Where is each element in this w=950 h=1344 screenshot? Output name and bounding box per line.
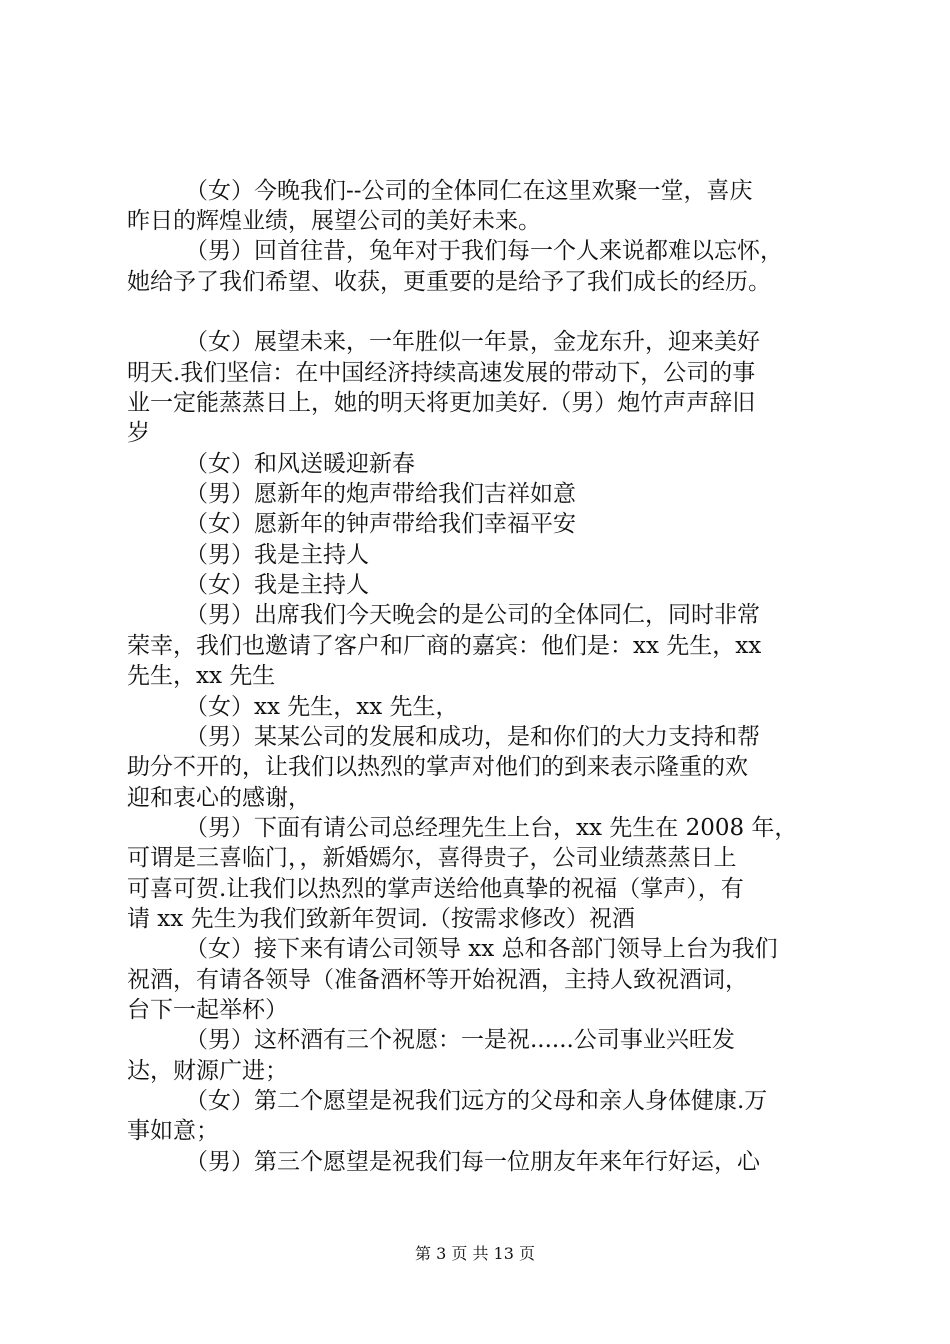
text-line: 可喜可贺.让我们以热烈的掌声送给他真挚的祝福（掌声），有 [127,876,744,902]
text-line: 事如意； [127,1118,219,1144]
text-line: 昨日的辉煌业绩，展望公司的美好未来。 [127,208,541,234]
text-line: （女）展望未来，一年胜似一年景，金龙东升，迎来美好 [185,329,760,355]
text-line: 迎和衷心的感谢， [127,785,311,811]
text-line: 达，财源广进； [127,1058,288,1084]
text-line: 明天.我们坚信：在中国经济持续高速发展的带动下，公司的事 [127,360,756,386]
text-line: 请 xx 先生为我们致新年贺词.（按需求修改）祝酒 [127,906,635,932]
text-line: （女）愿新年的钟声带给我们幸福平安 [185,511,576,537]
text-line: （男）出席我们今天晚会的是公司的全体同仁，同时非常 [185,602,760,628]
text-line: 可谓是三喜临门，，新婚嫣尔，喜得贵子，公司业绩蒸蒸日上 [127,845,737,871]
text-line: 助分不开的，让我们以热烈的掌声对他们的到来表示隆重的欢 [127,754,748,780]
text-line: 祝酒，有请各领导（准备酒杯等开始祝酒，主持人致祝酒词， [127,967,748,993]
text-line: （女）接下来有请公司领导 xx 总和各部门领导上台为我们 [185,936,778,962]
text-line: （男）我是主持人 [185,542,369,568]
text-line: （女）xx 先生，xx 先生， [185,694,459,720]
text-line: （男）回首往昔，兔年对于我们每一个人来说都难以忘怀， [185,238,783,264]
text-line: （女）和风送暖迎新春 [185,451,415,477]
text-line: （男）下面有请公司总经理先生上台，xx 先生在 2008 年， [185,815,798,841]
text-line: （女）我是主持人 [185,572,369,598]
text-line: （男）第三个愿望是祝我们每一位朋友年来年行好运，心 [185,1149,760,1175]
text-line: 业一定能蒸蒸日上，她的明天将更加美好.（男）炮竹声声辞旧 [127,390,756,416]
text-line: （女）第二个愿望是祝我们远方的父母和亲人身体健康.万 [185,1088,768,1114]
text-line: （男）这杯酒有三个祝愿：一是祝......公司事业兴旺发 [185,1027,735,1053]
text-line: 先生，xx 先生 [127,663,276,689]
text-line: 岁 [127,420,150,446]
text-line: 荣幸，我们也邀请了客户和厂商的嘉宾：他们是：xx 先生，xx [127,633,762,659]
text-line: （男）某某公司的发展和成功，是和你们的大力支持和帮 [185,724,760,750]
page-number-footer: 第 3 页 共 13 页 [415,1244,535,1263]
text-line: 她给予了我们希望、收获，更重要的是给予了我们成长的经历。 [127,269,771,295]
text-line: （男）愿新年的炮声带给我们吉祥如意 [185,481,576,507]
text-line: （女）今晚我们--公司的全体同仁在这里欢聚一堂，喜庆 [185,178,753,204]
text-line: 台下一起举杯） [127,997,288,1023]
